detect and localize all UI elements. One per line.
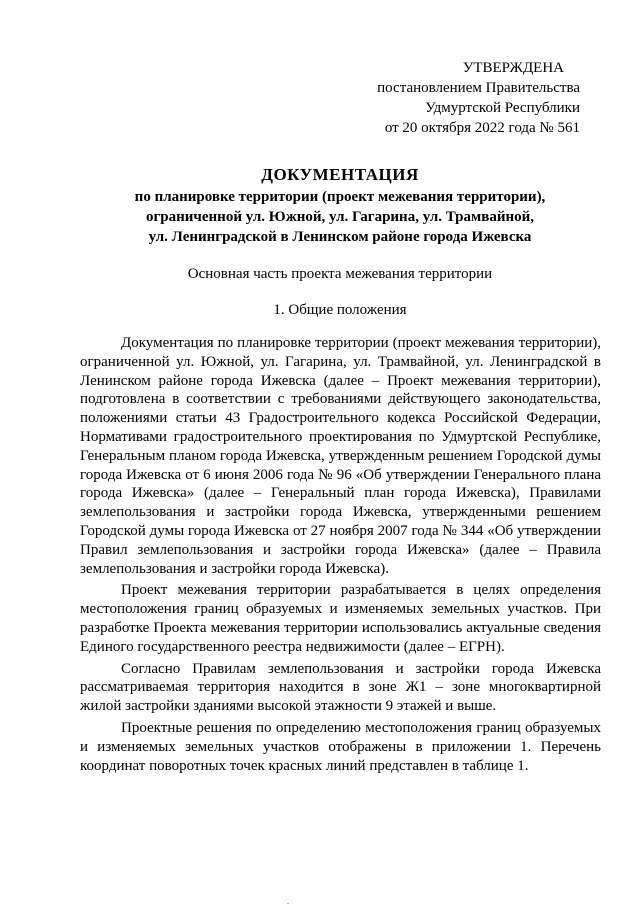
approval-line-1: постановлением Правительства	[377, 80, 580, 96]
document-body	[80, 334, 601, 775]
main-part-heading: Основная часть проекта межевания территории	[187, 266, 493, 282]
document-title-block	[80, 163, 600, 247]
approval-heading: УТВЕРЖДЕНА	[462, 60, 564, 76]
approval-stamp	[360, 58, 580, 138]
approval-line-2: Удмуртской Республики	[425, 100, 580, 116]
paragraph-1: Документация по планировке территории (проект межевания территории), ограниченной ул. Южной, ул. Гагарина, ул. Трамвайной, ул. Ленинградской в Ленинском районе города Ижевска (далее – Проект межевания территории), подготовлена в соответствии с требованиями действующего законодательства, положениями статьи 43 Градостроительного кодекса Российской Федерации, Нормативами градостроительного проектирования по Удмуртской Республике, Генеральным планом города Ижевска, утвержденным решением Городской думы города Ижевска от 6 июня 2006 года № 96 «Об утверждении Генерального плана города Ижевска» (далее – Генеральный план города Ижевска), Правилами землепользования и застройки города Ижевска, утвержденными решением Городской думы города Ижевска от 27 ноября 2007 года № 344 «Об утверждении Правил землепользования и застройки города Ижевска» (далее – Правила землепользования и застройки города Ижевска).	[80, 335, 601, 577]
paragraph-4: Проектные решения по определению местоположения границ образуемых и изменяемых земельных участков отображены в приложении 1. Перечень координат поворотных точек красных линий представлен в таблице 1.	[80, 719, 601, 774]
section-heading: 1. Общие положения	[273, 302, 407, 318]
document-subtitle-line-3: ул. Ленинградской в Ленинском районе города Ижевска	[148, 229, 532, 245]
paragraph-2: Проект межевания территории разрабатывается в целях определения местоположения границ образуемых и изменяемых земельных участков. При разработке Проекта межевания территории использовались актуальные сведения Единого государственного реестра недвижимости (далее – ЕГРН).	[80, 582, 601, 655]
approval-line-3: от 20 октября 2022 года № 561	[384, 120, 580, 136]
document-subtitle-line-2: ограниченной ул. Южной, ул. Гагарина, ул. Трамвайной,	[145, 209, 535, 225]
document-subtitle-line-1: по планировке территории (проект межевания территории),	[134, 189, 546, 205]
document-title: ДОКУМЕНТАЦИЯ	[261, 165, 419, 184]
paragraph-3: Согласно Правилам землепользования и застройки города Ижевска рассматриваемая территория находится в зоне Ж1 – зоне многоквартирной жилой застройки зданиями высокой этажности 9 этажей и выше.	[80, 660, 601, 715]
page-mark: .	[287, 897, 289, 906]
